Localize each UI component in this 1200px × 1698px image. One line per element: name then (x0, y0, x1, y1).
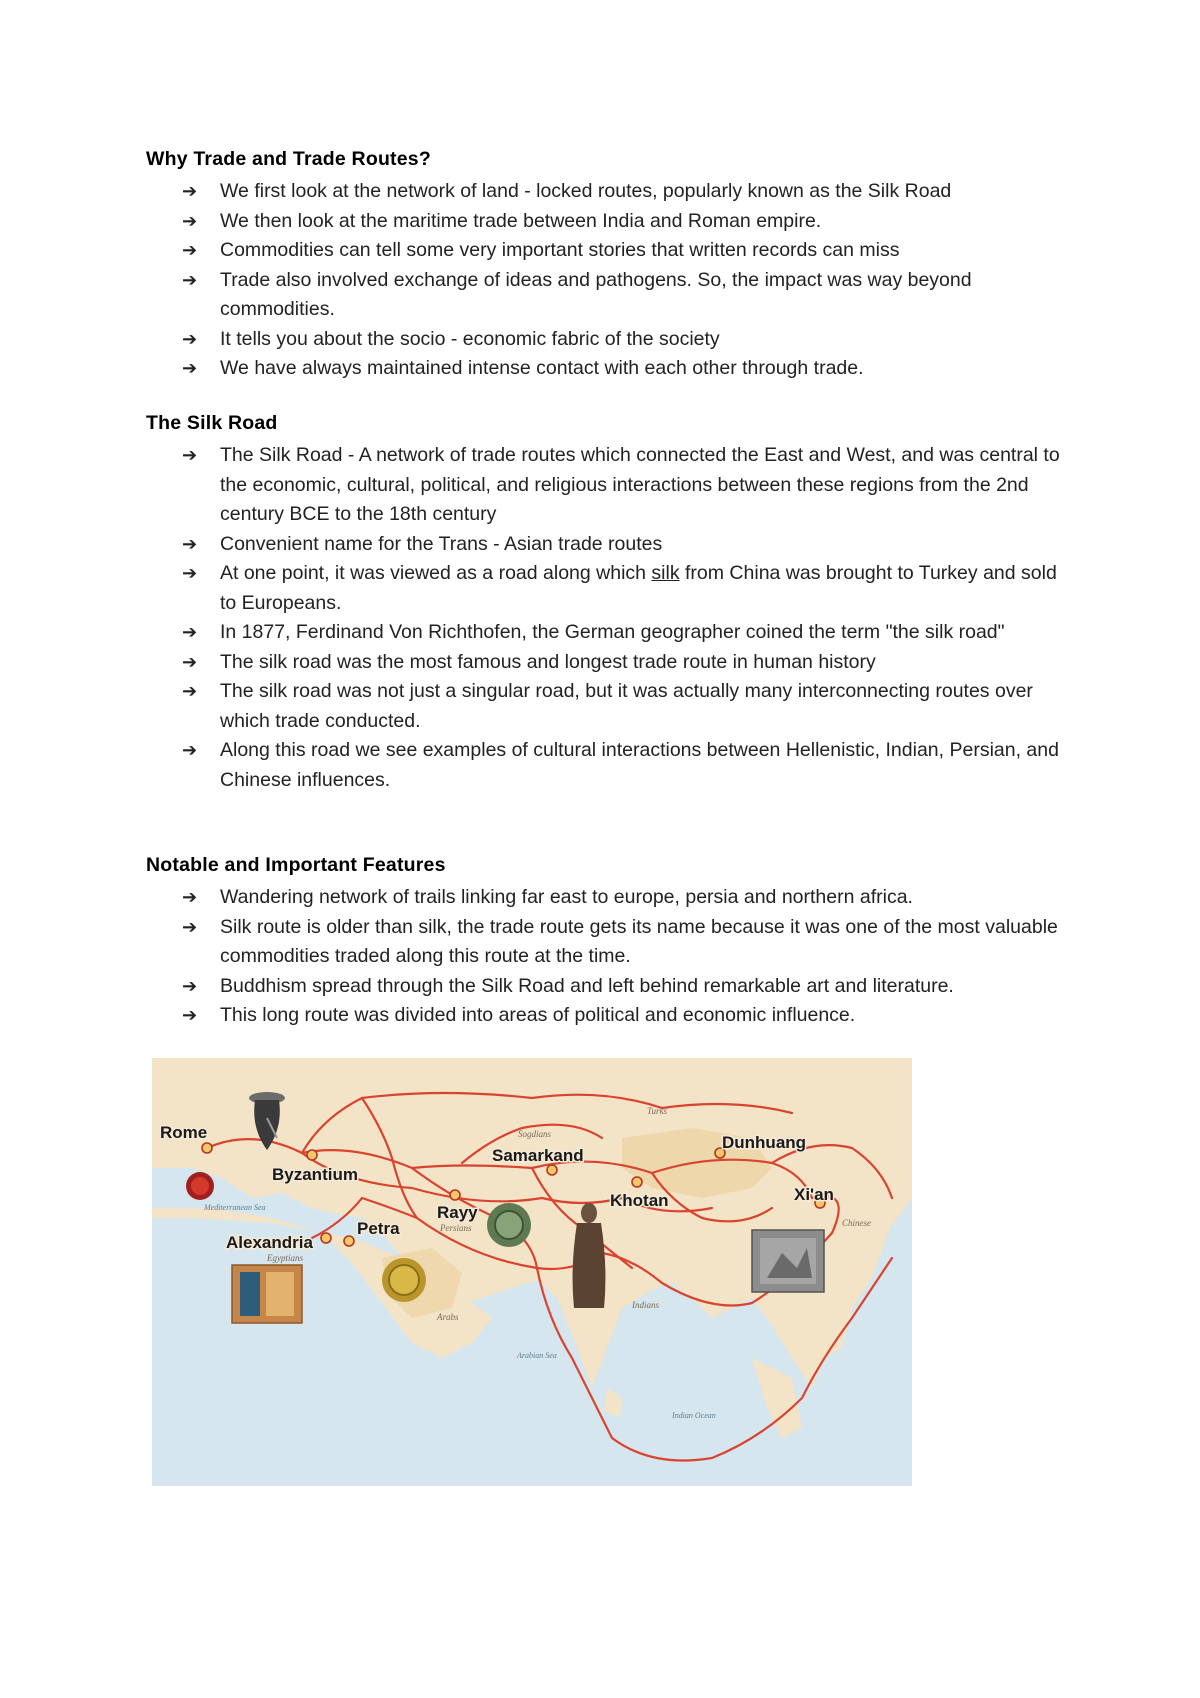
ceramic-bowl-icon (487, 1203, 531, 1247)
section-silk-road (146, 412, 1076, 795)
city-dot-rayy (450, 1190, 460, 1200)
list-item: ➔ We first look at the network of land - locked routes, popularly known as the Silk Road (146, 177, 1076, 207)
section-heading: Notable and Important Features (146, 854, 446, 876)
list-item: ➔ In 1877, Ferdinand Von Richthofen, the German geographer coined the term "the silk road" (146, 618, 1076, 648)
region-label-turks: Turks (647, 1106, 668, 1116)
section-heading: Why Trade and Trade Routes? (146, 148, 431, 170)
arrow-right-icon: ➔ (182, 533, 198, 554)
city-label-rome: Rome (160, 1123, 208, 1142)
city-label-xian: Xi'an (794, 1185, 834, 1204)
city-label-alexandria: Alexandria (226, 1233, 313, 1252)
region-label-sogdians: Sogdians (518, 1129, 552, 1139)
city-label-samarkand: Samarkand (492, 1146, 584, 1165)
region-label-egyptians: Egyptians (267, 1253, 303, 1263)
city-dot-khotan (632, 1177, 642, 1187)
section-heading: The Silk Road (146, 412, 278, 434)
region-label-chinese: Chinese (842, 1218, 871, 1228)
list-item: ➔ Wandering network of trails linking far east to europe, persia and northern africa. (146, 883, 1076, 913)
egyptian-painting-icon (232, 1265, 302, 1323)
arrow-right-icon: ➔ (182, 622, 198, 642)
coin-icon (186, 1172, 214, 1200)
city-label-byzantium: Byzantium (272, 1165, 358, 1184)
region-label-indians: Indians (632, 1300, 659, 1310)
arrow-right-icon: ➔ (182, 563, 198, 583)
list-item: ➔ At one point, it was viewed as a road along which silk from China was brought to Turkey and sold to Europeans. (146, 559, 1076, 618)
city-dot-petra (344, 1236, 354, 1246)
section-why-trade (146, 148, 1076, 384)
bullet-list (146, 177, 1076, 384)
list-item: ➔ Buddhism spread through the Silk Road and left behind remarkable art and literature. (146, 972, 1076, 1002)
sea-label-arabian: Arabian Sea (517, 1351, 557, 1360)
sea-label-mediterranean: Mediterranean Sea (204, 1203, 266, 1212)
bullet-list (146, 441, 1076, 795)
list-item: ➔ The silk road was not just a singular road, but it was actually many interconnecting routes over which trade conducted. (146, 677, 1076, 736)
city-label-rayy: Rayy (437, 1203, 478, 1222)
list-item: ➔ Trade also involved exchange of ideas and pathogens. So, the impact was way beyond commodities. (146, 266, 1076, 325)
underlined-word: silk (651, 562, 680, 584)
section-notable-features (146, 854, 1076, 1031)
city-dot-rome (202, 1143, 212, 1153)
arrow-right-icon: ➔ (182, 210, 198, 231)
list-item: ➔ Along this road we see examples of cultural interactions between Hellenistic, Indian, Persian, and Chinese influences. (146, 736, 1076, 795)
list-item: ➔ It tells you about the socio - economic fabric of the society (146, 325, 1076, 355)
city-dot-alexandria (321, 1233, 331, 1243)
list-item: ➔ We have always maintained intense contact with each other through trade. (146, 354, 1076, 384)
sea-label-indian-ocean: Indian Ocean (672, 1411, 716, 1420)
arrow-right-icon: ➔ (182, 887, 198, 907)
city-label-petra: Petra (357, 1219, 400, 1238)
city-label-dunhuang: Dunhuang (722, 1133, 807, 1152)
arrow-right-icon: ➔ (182, 681, 198, 701)
stone-relief-icon (752, 1230, 824, 1292)
arrow-right-icon: ➔ (182, 975, 198, 996)
arrow-right-icon: ➔ (182, 269, 198, 290)
list-item: ➔ We then look at the maritime trade between India and Roman empire. (146, 207, 1076, 237)
arrow-right-icon: ➔ (182, 740, 198, 760)
list-item: ➔ Convenient name for the Trans - Asian trade routes (146, 530, 1076, 560)
arrow-right-icon: ➔ (182, 445, 198, 465)
arrow-right-icon: ➔ (182, 328, 198, 349)
list-item: ➔ Silk route is older than silk, the trade route gets its name because it was one of the most valuable commodities traded along this route at the time. (146, 913, 1076, 972)
list-item: ➔ Commodities can tell some very important stories that written records can miss (146, 236, 1076, 266)
gold-medallion-icon (382, 1258, 426, 1302)
city-label-khotan: Khotan (610, 1191, 669, 1210)
silk-road-map (152, 1058, 912, 1486)
region-label-arabs: Arabs (437, 1312, 459, 1322)
region-label-persians: Persians (440, 1223, 472, 1233)
city-dot-byzantium (307, 1150, 317, 1160)
arrow-right-icon: ➔ (182, 358, 198, 378)
arrow-right-icon: ➔ (182, 1005, 198, 1025)
arrow-right-icon: ➔ (182, 651, 198, 672)
bullet-list (146, 883, 1076, 1031)
arrow-right-icon: ➔ (182, 916, 198, 937)
list-item: ➔ The Silk Road - A network of trade routes which connected the East and West, and was central to the economic, cultural, political, and religious interactions between these regions from the 2nd century BCE to the 18th century (146, 441, 1076, 530)
city-dot-samarkand (547, 1165, 557, 1175)
list-item: ➔ This long route was divided into areas of political and economic influence. (146, 1001, 1076, 1031)
list-item: ➔ The silk road was the most famous and longest trade route in human history (146, 648, 1076, 678)
arrow-right-icon: ➔ (182, 181, 198, 201)
arrow-right-icon: ➔ (182, 240, 198, 260)
